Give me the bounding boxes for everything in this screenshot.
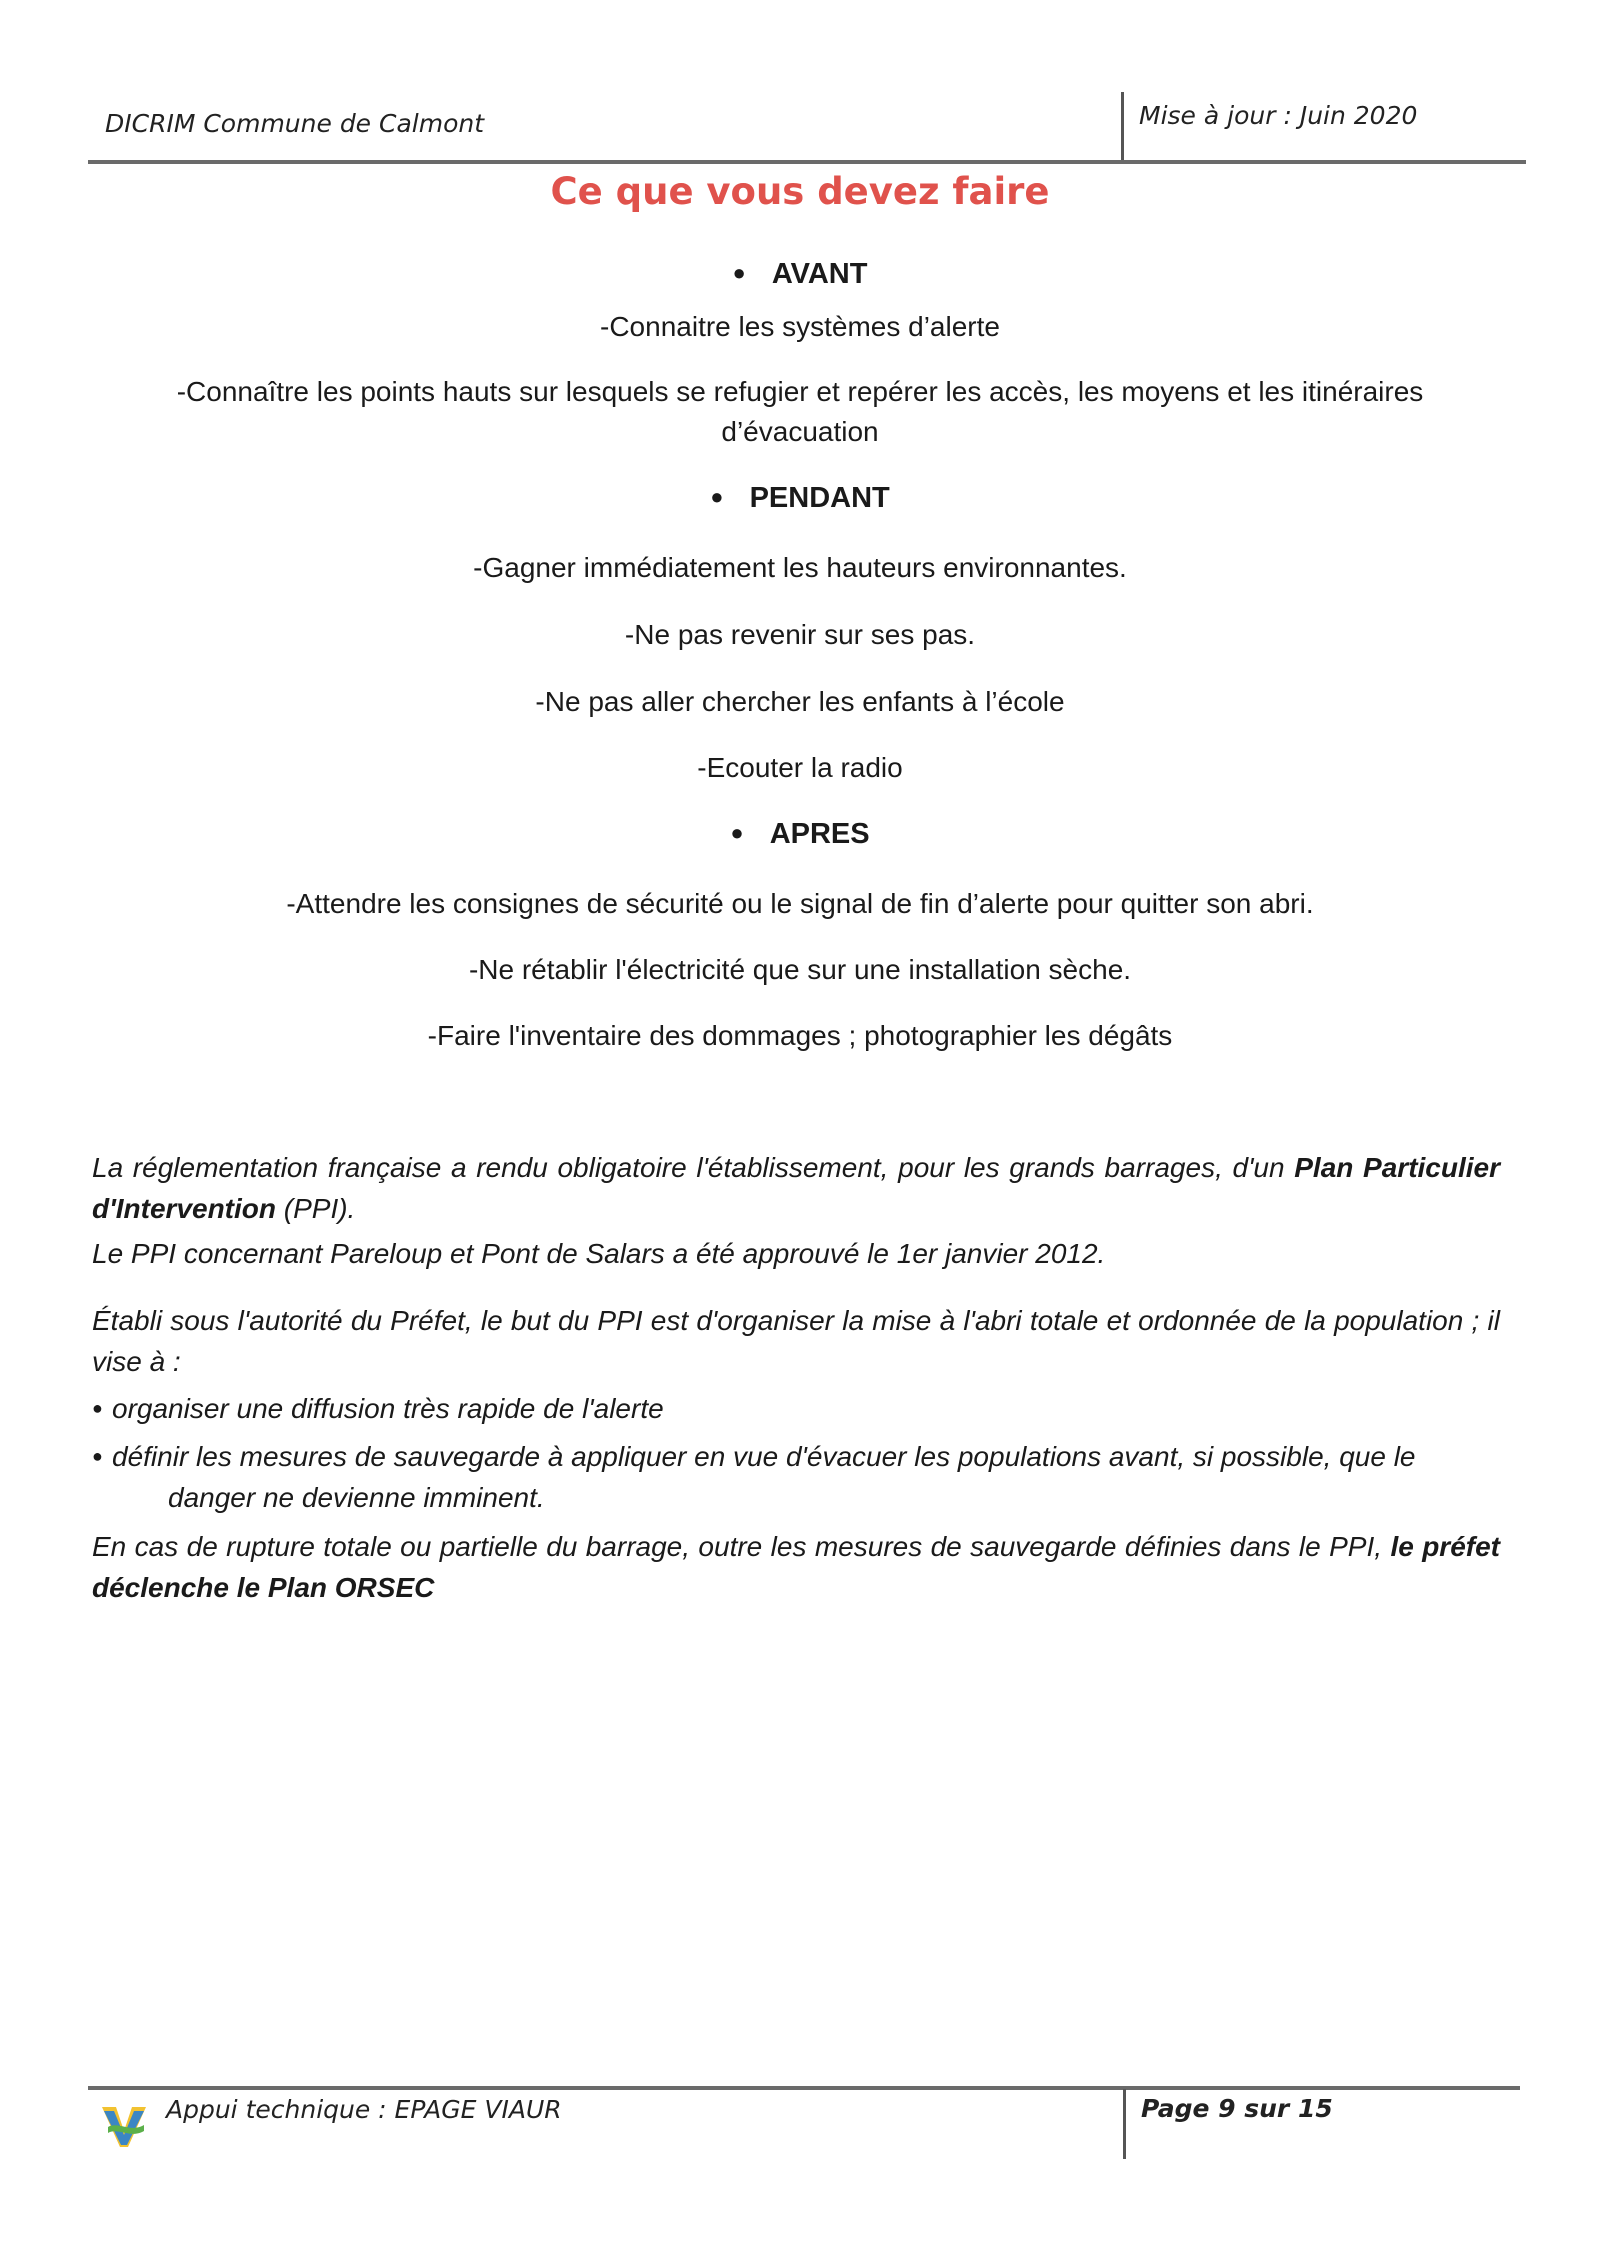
header-divider	[1121, 92, 1124, 162]
avant-item-2-cont: d’évacuation	[721, 416, 879, 447]
ppi-list-item-2-cont: danger ne devienne imminent.	[168, 1482, 545, 1513]
section-heading-apres-label: APRES	[769, 818, 870, 850]
header-commune-label: DICRIM Commune de Calmont	[105, 109, 485, 138]
pendant-item-3: -Ne pas aller chercher les enfants à l’école	[535, 686, 1065, 717]
ppi-list-item-2	[92, 1436, 1500, 1477]
footer-support-label: Appui technique : EPAGE VIAUR	[166, 2095, 562, 2124]
footer-rule	[88, 2086, 1520, 2090]
pendant-item-1: -Gagner immédiatement les hauteurs environnantes.	[473, 552, 1127, 583]
avant-item-2: -Connaître les points hauts sur lesquels se refugier et repérer les accès, les moyens et les itinéraires	[176, 376, 1424, 407]
apres-item-1: -Attendre les consignes de sécurité ou le signal de fin d’alerte pour quitter son abri.	[286, 888, 1314, 919]
apres-item-3: -Faire l'inventaire des dommages ; photographier les dégâts	[427, 1020, 1173, 1051]
ppi-paragraph-1	[92, 1147, 1500, 1229]
bullet-icon: ●	[732, 260, 746, 285]
section-heading-avant	[0, 258, 1600, 291]
page-title: Ce que vous devez faire	[550, 170, 1050, 213]
ppi-p4-text: En cas de rupture totale ou partielle du barrage, outre les mesures de sauvegarde définies dans le PPI,	[92, 1531, 1391, 1562]
footer-page-number: Page 9 sur 15	[1141, 2094, 1333, 2123]
ppi-p1-end: (PPI).	[276, 1193, 356, 1224]
bullet-icon: ●	[92, 1398, 103, 1418]
ppi-paragraph-2: Le PPI concernant Pareloup et Pont de Salars a été approuvé le 1er janvier 2012.	[92, 1238, 1106, 1269]
pendant-item-4: -Ecouter la radio	[697, 752, 903, 783]
ppi-paragraph-4	[92, 1526, 1500, 1608]
bullet-icon: ●	[730, 820, 744, 845]
footer-divider	[1123, 2089, 1126, 2159]
ppi-paragraph-3: Établi sous l'autorité du Préfet, le but du PPI est d'organiser la mise à l'abri totale et ordonnée de la population ; il vise à :	[92, 1305, 1500, 1377]
avant-item-1: -Connaitre les systèmes d’alerte	[600, 311, 1000, 342]
ppi-list-item-1	[92, 1388, 1500, 1429]
header-rule	[88, 160, 1526, 164]
ppi-p1-text: La réglementation française a rendu obligatoire l'établissement, pour les grands barrages, d'un	[92, 1152, 1295, 1183]
pendant-item-2: -Ne pas revenir sur ses pas.	[624, 619, 976, 650]
ppi-list-item-2-text: définir les mesures de sauvegarde à appliquer en vue d'évacuer les populations avant, si possible, que le	[112, 1441, 1416, 1472]
section-heading-pendant	[0, 482, 1600, 515]
ppi-p4-bold: le préfet déclenche le Plan ORSEC	[92, 1531, 1500, 1603]
section-heading-pendant-label: PENDANT	[749, 482, 890, 514]
bullet-icon: ●	[92, 1446, 103, 1466]
header-update-date: Mise à jour : Juin 2020	[1139, 101, 1418, 130]
apres-item-2: -Ne rétablir l'électricité que sur une installation sèche.	[468, 954, 1132, 985]
ppi-p1-bold: Plan Particulier d'Intervention	[92, 1152, 1500, 1224]
ppi-list-item-1-text: organiser une diffusion très rapide de l'alerte	[112, 1393, 664, 1424]
epage-viaur-logo-icon	[98, 2097, 152, 2151]
bullet-icon: ●	[710, 484, 724, 509]
section-heading-avant-label: AVANT	[771, 258, 868, 290]
section-heading-apres	[0, 818, 1600, 851]
